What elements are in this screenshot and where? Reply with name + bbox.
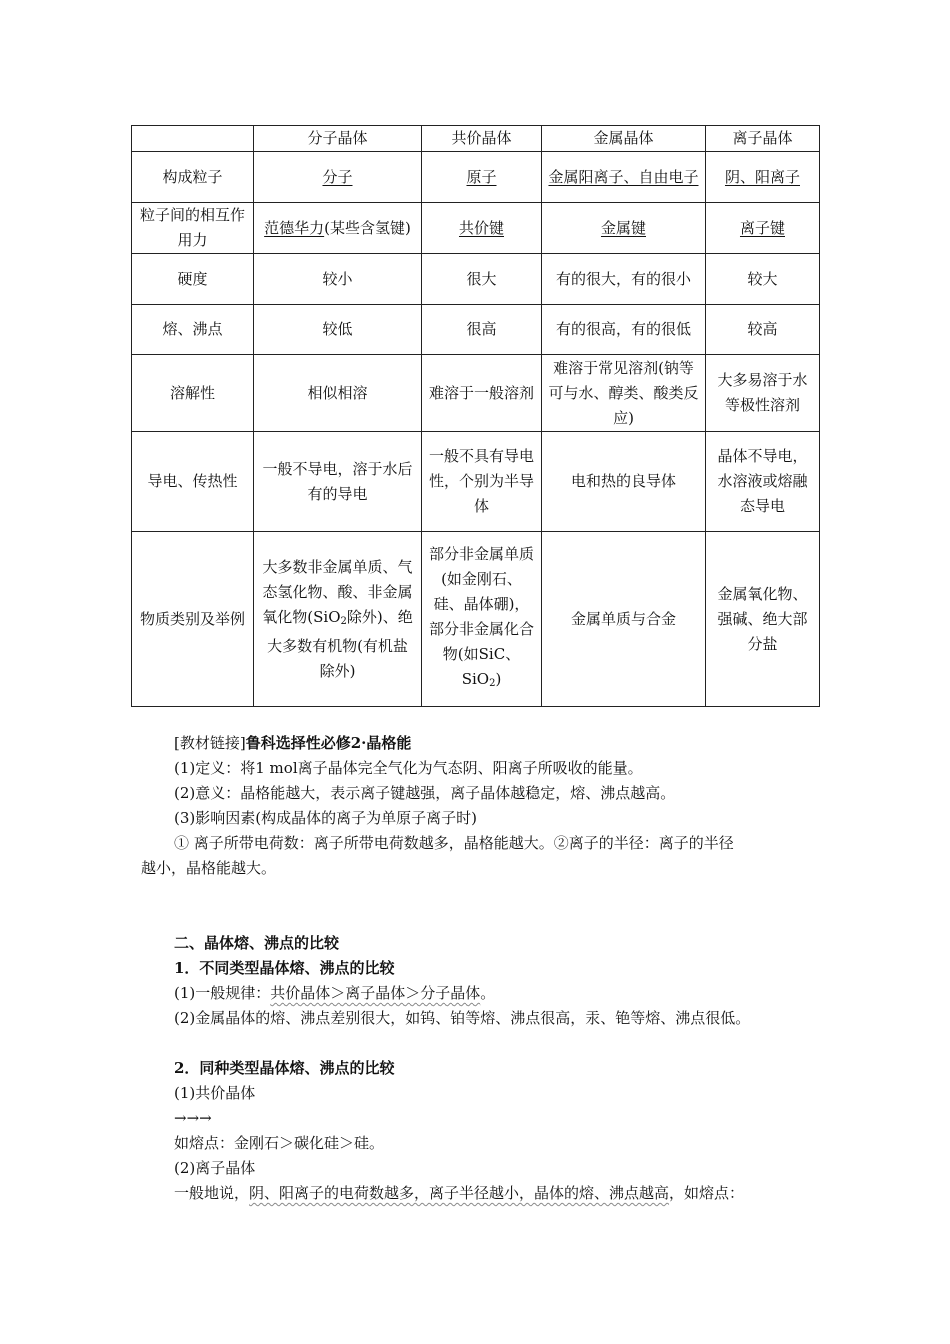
table-cell: 金属氧化物、强碱、绝大部分盐 <box>706 532 820 707</box>
table-header-row <box>132 126 820 152</box>
ionic-rule-a: 一般地说， <box>174 1184 250 1202</box>
table-row <box>132 355 820 432</box>
table-cell: 电和热的良导体 <box>542 432 706 532</box>
row-label: 硬度 <box>132 254 254 305</box>
table-cell: 离子键 <box>739 218 785 237</box>
table-cell: 金属键 <box>600 218 646 237</box>
table-cell: 晶体不导电，水溶液或熔融态导电 <box>706 432 820 532</box>
subsection-title-2: 2．同种类型晶体熔、沸点的比较 <box>174 1059 395 1077</box>
subscript: 2 <box>489 678 496 689</box>
table-row <box>132 432 820 532</box>
header-molecular-crystal: 分子晶体 <box>254 126 422 152</box>
table-cell <box>422 532 542 707</box>
table-cell: 共价键 <box>458 218 504 237</box>
row-label: 熔、沸点 <box>132 305 254 355</box>
molecular-examples-a: 大多数非金属单质、气态氢化物、酸、非金属氧化物(SiO <box>262 557 413 626</box>
table-cell: 有的很高，有的很低 <box>542 305 706 355</box>
table-cell: 大多易溶于水等极性溶剂 <box>706 355 820 432</box>
subsection-title-1: 1．不同类型晶体熔、沸点的比较 <box>174 959 395 977</box>
table-row <box>132 203 820 254</box>
covalent-examples-b: ) <box>495 670 502 688</box>
table-cell: 一般不具有导电性，个别为半导体 <box>422 432 542 532</box>
molecular-examples-b: 除外)、绝大多数有机物(有机盐除外) <box>267 607 413 680</box>
covalent-crystal-title: (1)共价晶体 <box>174 1084 256 1102</box>
row-label: 溶解性 <box>132 355 254 432</box>
general-rule <box>174 981 495 1005</box>
lattice-definition: (1)定义：将1 mol离子晶体完全气化为气态阴、阳离子所吸收的能量。 <box>174 759 643 777</box>
covalent-examples-a: 部分非金属单质(如金刚石、硅、晶体硼)，部分非金属化合物(如SiC、SiO <box>428 545 534 688</box>
ionic-crystal-rule <box>174 1181 744 1205</box>
row-label: 构成粒子 <box>132 152 254 203</box>
table-cell: 金属阳离子、自由电子 <box>548 167 699 186</box>
textbook-link-title: 鲁科选择性必修2·晶格能 <box>245 734 412 752</box>
crystal-comparison-table <box>131 125 820 707</box>
table-cell: 原子 <box>466 167 497 186</box>
row-label: 粒子间的相互作用力 <box>132 203 254 254</box>
table-cell: 相似相溶 <box>254 355 422 432</box>
table-cell: 分子 <box>322 167 353 186</box>
row-label: 物质类别及举例 <box>132 532 254 707</box>
table-cell: 难溶于一般溶剂 <box>422 355 542 432</box>
table-row <box>132 532 820 707</box>
table-row <box>132 254 820 305</box>
lattice-factors: (3)影响因素(构成晶体的离子为单原子离子时) <box>174 809 477 827</box>
table-cell: 金属单质与合金 <box>542 532 706 707</box>
ionic-crystal-title: (2)离子晶体 <box>174 1159 256 1177</box>
table-cell: 较低 <box>254 305 422 355</box>
general-rule-prefix: (1)一般规律： <box>174 984 271 1002</box>
table-cell <box>254 532 422 707</box>
textbook-link-prefix: [教材链接] <box>174 734 246 752</box>
arrow-chain: →→→ <box>174 1109 212 1127</box>
general-rule-end: 。 <box>480 984 496 1002</box>
table-cell: 较大 <box>706 254 820 305</box>
table-cell: 一般不导电，溶于水后有的导电 <box>254 432 422 532</box>
table-cell: 很高 <box>422 305 542 355</box>
lattice-factors-detail-cont: 越小，晶格能越大。 <box>141 859 277 877</box>
table-cell: 较高 <box>706 305 820 355</box>
table-cell: 较小 <box>254 254 422 305</box>
table-cell: 有的很大，有的很小 <box>542 254 706 305</box>
header-empty <box>132 126 254 152</box>
textbook-link-heading <box>174 731 411 755</box>
subscript: 2 <box>340 615 347 627</box>
table-cell: 很大 <box>422 254 542 305</box>
table-cell-suffix: (某些含氢键) <box>324 218 411 237</box>
table-cell: 难溶于常见溶剂(钠等可与水、醇类、酸类反应) <box>542 355 706 432</box>
row-label: 导电、传热性 <box>132 432 254 532</box>
general-rule-text: 共价晶体＞离子晶体＞分子晶体 <box>270 984 481 1002</box>
header-metallic-crystal: 金属晶体 <box>542 126 706 152</box>
metal-crystal-note: (2)金属晶体的熔、沸点差别很大，如钨、铂等熔、沸点很高，汞、铯等熔、沸点很低。 <box>174 1009 751 1027</box>
header-covalent-crystal: 共价晶体 <box>422 126 542 152</box>
lattice-meaning: (2)意义：晶格能越大，表示离子键越强，离子晶体越稳定，熔、沸点越高。 <box>174 784 676 802</box>
ionic-rule-b: 阴、阳离子的电荷数越多，离子半径越小，晶体的熔、沸点越高 <box>249 1184 670 1202</box>
table-row <box>132 305 820 355</box>
table-cell: 阴、阳离子 <box>724 167 800 186</box>
covalent-example: 如熔点：金刚石＞碳化硅＞硅。 <box>174 1134 385 1152</box>
ionic-rule-c: ，如熔点： <box>669 1184 745 1202</box>
header-ionic-crystal: 离子晶体 <box>706 126 820 152</box>
section-title: 二、晶体熔、沸点的比较 <box>174 934 340 952</box>
lattice-factors-detail: ① 离子所带电荷数：离子所带电荷数越多，晶格能越大。②离子的半径：离子的半径 <box>174 834 734 852</box>
table-cell: 范德华力 <box>264 218 325 237</box>
table-row <box>132 152 820 203</box>
